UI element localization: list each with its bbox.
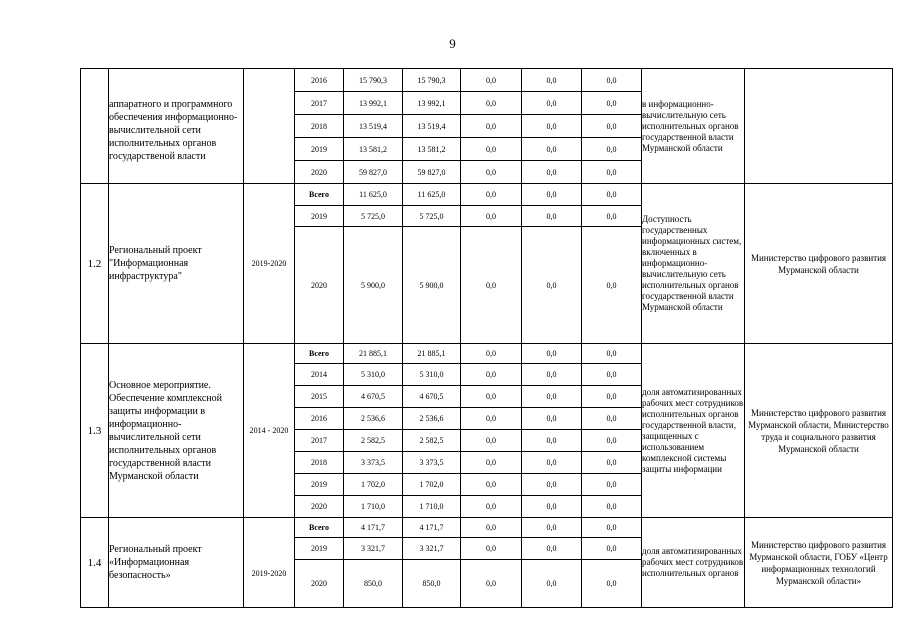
indicator-cell: доля автоматизированных рабочих мест сотрудников исполнительных органов государственной власти, защищенных с использованием комплексной системы защиты информации (642, 344, 745, 518)
other-cell: 0,0 (582, 227, 642, 344)
year-cell: 2017 (295, 430, 344, 452)
regional-cell: 13 581,2 (403, 138, 461, 161)
activity-name: Региональный проект «Информационная безопасность» (109, 518, 244, 608)
municipal-cell: 0,0 (522, 560, 582, 608)
regional-cell: 5 900,0 (403, 227, 461, 344)
total-cell: 1 710,0 (344, 496, 403, 518)
program-table (80, 68, 893, 608)
other-cell: 0,0 (582, 386, 642, 408)
regional-cell: 3 373,5 (403, 452, 461, 474)
regional-cell: 850,0 (403, 560, 461, 608)
municipal-cell: 0,0 (522, 518, 582, 538)
regional-cell: 13 519,4 (403, 115, 461, 138)
total-cell: 1 702,0 (344, 474, 403, 496)
regional-cell: 15 790,3 (403, 69, 461, 92)
municipal-cell: 0,0 (522, 496, 582, 518)
regional-cell: 3 321,7 (403, 538, 461, 560)
year-cell: 2020 (295, 496, 344, 518)
other-cell: 0,0 (582, 518, 642, 538)
regional-cell: 59 827,0 (403, 161, 461, 184)
total-cell: 59 827,0 (344, 161, 403, 184)
regional-cell: 4 670,5 (403, 386, 461, 408)
executor-cell: Министерство цифрового развития Мурманской области (745, 184, 893, 344)
regional-cell: 5 725,0 (403, 206, 461, 227)
other-cell: 0,0 (582, 92, 642, 115)
municipal-cell: 0,0 (522, 184, 582, 206)
federal-cell: 0,0 (461, 115, 522, 138)
total-cell: 13 519,4 (344, 115, 403, 138)
total-cell: 4 171,7 (344, 518, 403, 538)
year-cell: 2020 (295, 161, 344, 184)
other-cell: 0,0 (582, 206, 642, 227)
other-cell: 0,0 (582, 184, 642, 206)
year-cell: Всего (295, 184, 344, 206)
executor-cell: Министерство цифрового развития Мурманской области, Министерство труда и социального развития Мурманской области (745, 344, 893, 518)
table-row (81, 69, 893, 92)
regional-cell: 1 710,0 (403, 496, 461, 518)
activity-name: аппаратного и программного обеспечения информационно-вычислительной сети исполнительных органов государственой власти (109, 69, 244, 184)
table-row (81, 184, 893, 206)
year-cell: 2016 (295, 69, 344, 92)
other-cell: 0,0 (582, 138, 642, 161)
municipal-cell: 0,0 (522, 364, 582, 386)
federal-cell: 0,0 (461, 227, 522, 344)
total-cell: 4 670,5 (344, 386, 403, 408)
other-cell: 0,0 (582, 161, 642, 184)
page-number: 9 (449, 36, 456, 51)
indicator-cell: в информационно-вычислительную сеть исполнительных органов государственной власти Мурманской области (642, 69, 745, 184)
indicator-cell: Доступность государственных информационных систем, включенных в информационно-вычислительную сеть исполнительных органов государственной власти Мурманской области (642, 184, 745, 344)
executor-cell (745, 69, 893, 184)
year-cell: 2019 (295, 474, 344, 496)
federal-cell: 0,0 (461, 408, 522, 430)
total-cell: 5 725,0 (344, 206, 403, 227)
other-cell: 0,0 (582, 538, 642, 560)
federal-cell: 0,0 (461, 92, 522, 115)
federal-cell: 0,0 (461, 430, 522, 452)
executor-cell: Министерство цифрового развития Мурманской области, ГОБУ «Центр информационных технологий Мурманской области» (745, 518, 893, 608)
municipal-cell: 0,0 (522, 408, 582, 430)
municipal-cell: 0,0 (522, 452, 582, 474)
other-cell: 0,0 (582, 408, 642, 430)
total-cell: 3 321,7 (344, 538, 403, 560)
regional-cell: 5 310,0 (403, 364, 461, 386)
period: 2019-2020 (244, 518, 295, 608)
regional-cell: 2 536,6 (403, 408, 461, 430)
municipal-cell: 0,0 (522, 92, 582, 115)
year-cell: 2017 (295, 92, 344, 115)
activity-name: Основное мероприятие. Обеспечение комплексной защиты информации в информационно-вычислительной сети исполнительных органов государственной власти Мурманской области (109, 344, 244, 518)
other-cell: 0,0 (582, 496, 642, 518)
other-cell: 0,0 (582, 474, 642, 496)
federal-cell: 0,0 (461, 538, 522, 560)
total-cell: 2 536,6 (344, 408, 403, 430)
year-cell: 2018 (295, 115, 344, 138)
year-cell: 2015 (295, 386, 344, 408)
total-cell: 15 790,3 (344, 69, 403, 92)
year-cell: 2020 (295, 560, 344, 608)
year-cell: 2014 (295, 364, 344, 386)
table-row (81, 344, 893, 364)
total-cell: 13 992,1 (344, 92, 403, 115)
year-cell: 2016 (295, 408, 344, 430)
municipal-cell: 0,0 (522, 206, 582, 227)
year-cell: 2019 (295, 206, 344, 227)
other-cell: 0,0 (582, 115, 642, 138)
municipal-cell: 0,0 (522, 538, 582, 560)
municipal-cell: 0,0 (522, 115, 582, 138)
total-cell: 13 581,2 (344, 138, 403, 161)
other-cell: 0,0 (582, 69, 642, 92)
year-cell: Всего (295, 518, 344, 538)
year-cell: 2018 (295, 452, 344, 474)
total-cell: 5 900,0 (344, 227, 403, 344)
other-cell: 0,0 (582, 430, 642, 452)
federal-cell: 0,0 (461, 206, 522, 227)
municipal-cell: 0,0 (522, 430, 582, 452)
other-cell: 0,0 (582, 344, 642, 364)
regional-cell: 21 885,1 (403, 344, 461, 364)
other-cell: 0,0 (582, 364, 642, 386)
federal-cell: 0,0 (461, 386, 522, 408)
federal-cell: 0,0 (461, 518, 522, 538)
item-number: 1.2 (81, 184, 109, 344)
total-cell: 3 373,5 (344, 452, 403, 474)
municipal-cell: 0,0 (522, 138, 582, 161)
federal-cell: 0,0 (461, 560, 522, 608)
federal-cell: 0,0 (461, 69, 522, 92)
other-cell: 0,0 (582, 452, 642, 474)
item-number-cell (81, 69, 109, 184)
year-cell: Всего (295, 344, 344, 364)
municipal-cell: 0,0 (522, 227, 582, 344)
federal-cell: 0,0 (461, 184, 522, 206)
total-cell: 850,0 (344, 560, 403, 608)
regional-cell: 1 702,0 (403, 474, 461, 496)
federal-cell: 0,0 (461, 138, 522, 161)
municipal-cell: 0,0 (522, 344, 582, 364)
year-cell: 2019 (295, 138, 344, 161)
total-cell: 11 625,0 (344, 184, 403, 206)
regional-cell: 2 582,5 (403, 430, 461, 452)
federal-cell: 0,0 (461, 496, 522, 518)
total-cell: 2 582,5 (344, 430, 403, 452)
municipal-cell: 0,0 (522, 69, 582, 92)
municipal-cell: 0,0 (522, 474, 582, 496)
table-row (81, 518, 893, 538)
year-cell: 2019 (295, 538, 344, 560)
total-cell: 5 310,0 (344, 364, 403, 386)
other-cell: 0,0 (582, 560, 642, 608)
federal-cell: 0,0 (461, 161, 522, 184)
federal-cell: 0,0 (461, 344, 522, 364)
regional-cell: 13 992,1 (403, 92, 461, 115)
activity-name: Региональный проект "Информационная инфраструктура" (109, 184, 244, 344)
period: 2019-2020 (244, 184, 295, 344)
item-number: 1.3 (81, 344, 109, 518)
municipal-cell: 0,0 (522, 161, 582, 184)
federal-cell: 0,0 (461, 364, 522, 386)
period: 2014 - 2020 (244, 344, 295, 518)
federal-cell: 0,0 (461, 474, 522, 496)
period-cell (244, 69, 295, 184)
total-cell: 21 885,1 (344, 344, 403, 364)
municipal-cell: 0,0 (522, 386, 582, 408)
item-number: 1.4 (81, 518, 109, 608)
regional-cell: 4 171,7 (403, 518, 461, 538)
year-cell: 2020 (295, 227, 344, 344)
regional-cell: 11 625,0 (403, 184, 461, 206)
federal-cell: 0,0 (461, 452, 522, 474)
indicator-cell: доля автоматизированных рабочих мест сотрудников исполнительных органов (642, 518, 745, 608)
